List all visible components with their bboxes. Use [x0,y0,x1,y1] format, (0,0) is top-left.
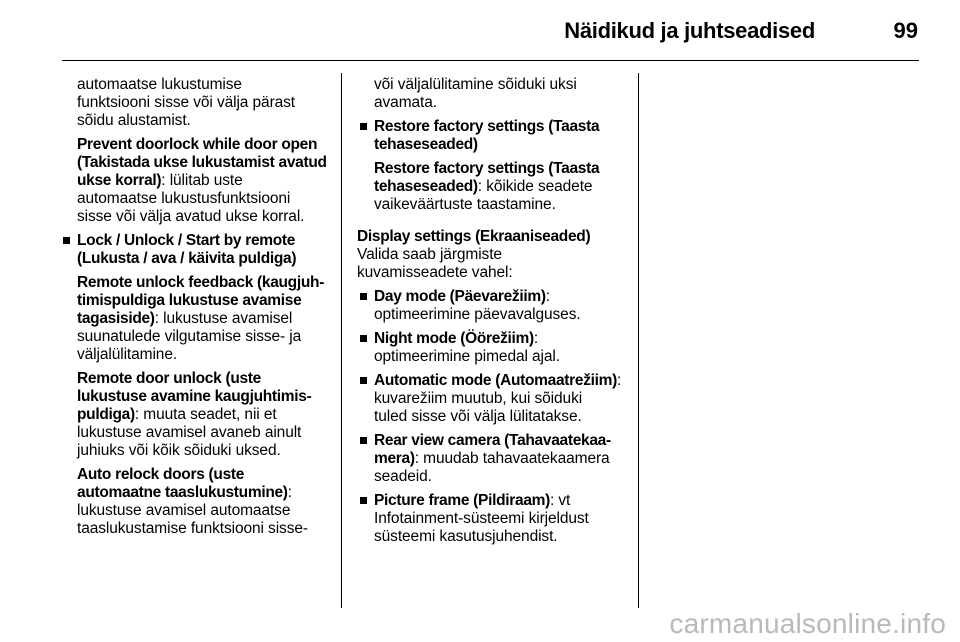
paragraph-remote-door-unlock: Remote door unlock (uste lukustuse avamine kaugjuhtimis- puldiga): muuta seadet, nii et lukustuse avamisel avaneb ainult juhiuks või kõik sõiduki uksed. [77,370,312,459]
column-divider-1 [341,73,342,608]
bullet-automatic-mode: Automatic mode (Automaatrežiim): kuvarežiim muutub, kui sõiduki tuled sisse või välja lülitatakse. [357,372,635,426]
header-rule [62,60,919,61]
bullet-lock-unlock: Lock / Unlock / Start by remote (Lukusta / ava / käivita puldiga) [60,232,336,268]
section-heading-display-settings: Display settings (Ekraaniseaded) [357,228,591,245]
bullet-picture-frame: Picture frame (Pildiraam): vt Infotainment-süsteemi kirjeldust süsteemi kasutusjuhendist. [357,492,635,546]
paragraph-prevent-doorlock: Prevent doorlock while door open (Takistada ukse lukustamist avatud ukse korral): lülitab uste automaatse lukustusfunktsiooni sisse või välja avatud ukse korral. [77,136,327,225]
page-number: 99 [893,18,918,43]
bullet-rear-view-camera: Rear view camera (Tahavaatekaa- mera): muudab tahavaatekaamera seadeid. [357,432,635,486]
bullet-day-mode: Day mode (Päevarežiim): optimeerimine päevavalguses. [357,288,635,324]
paragraph-auto-relock: Auto relock doors (uste automaatne taaslukustumine): lukustuse avamisel automaatse taaslukustamise funktsiooni sisse- [77,466,308,537]
paragraph-remote-feedback: Remote unlock feedback (kaugjuh- timispuldiga lukustuse avamise tagasiside): lukustuse avamisel suunatulede vilgutamise sisse- ja väljalülitamine. [77,274,325,363]
bullet-restore-factory: Restore factory settings (Taasta tehaseseaded) [357,118,635,154]
paragraph-auto-lock: automaatse lukustumise funktsiooni sisse või välja pärast sõidu alustamist. [77,76,296,129]
page-title: Näidikud ja juhtseadised [564,18,815,43]
paragraph-display-intro: Valida saab järgmiste kuvamisseadete vahel: [357,246,513,281]
column-1 [60,76,336,538]
bullet-night-mode: Night mode (Öörežiim): optimeerimine pimedal ajal. [357,330,635,366]
paragraph-restore-factory: Restore factory settings (Taasta tehaseseaded): kõikide seadete vaikeväärtuste taastamine. [374,160,600,213]
paragraph-continued: või väljalülitamine sõiduki uksi avamata. [374,76,577,111]
column-2 [357,76,635,546]
column-divider-2 [638,73,639,608]
watermark: carmanualsonline.info [669,608,946,639]
